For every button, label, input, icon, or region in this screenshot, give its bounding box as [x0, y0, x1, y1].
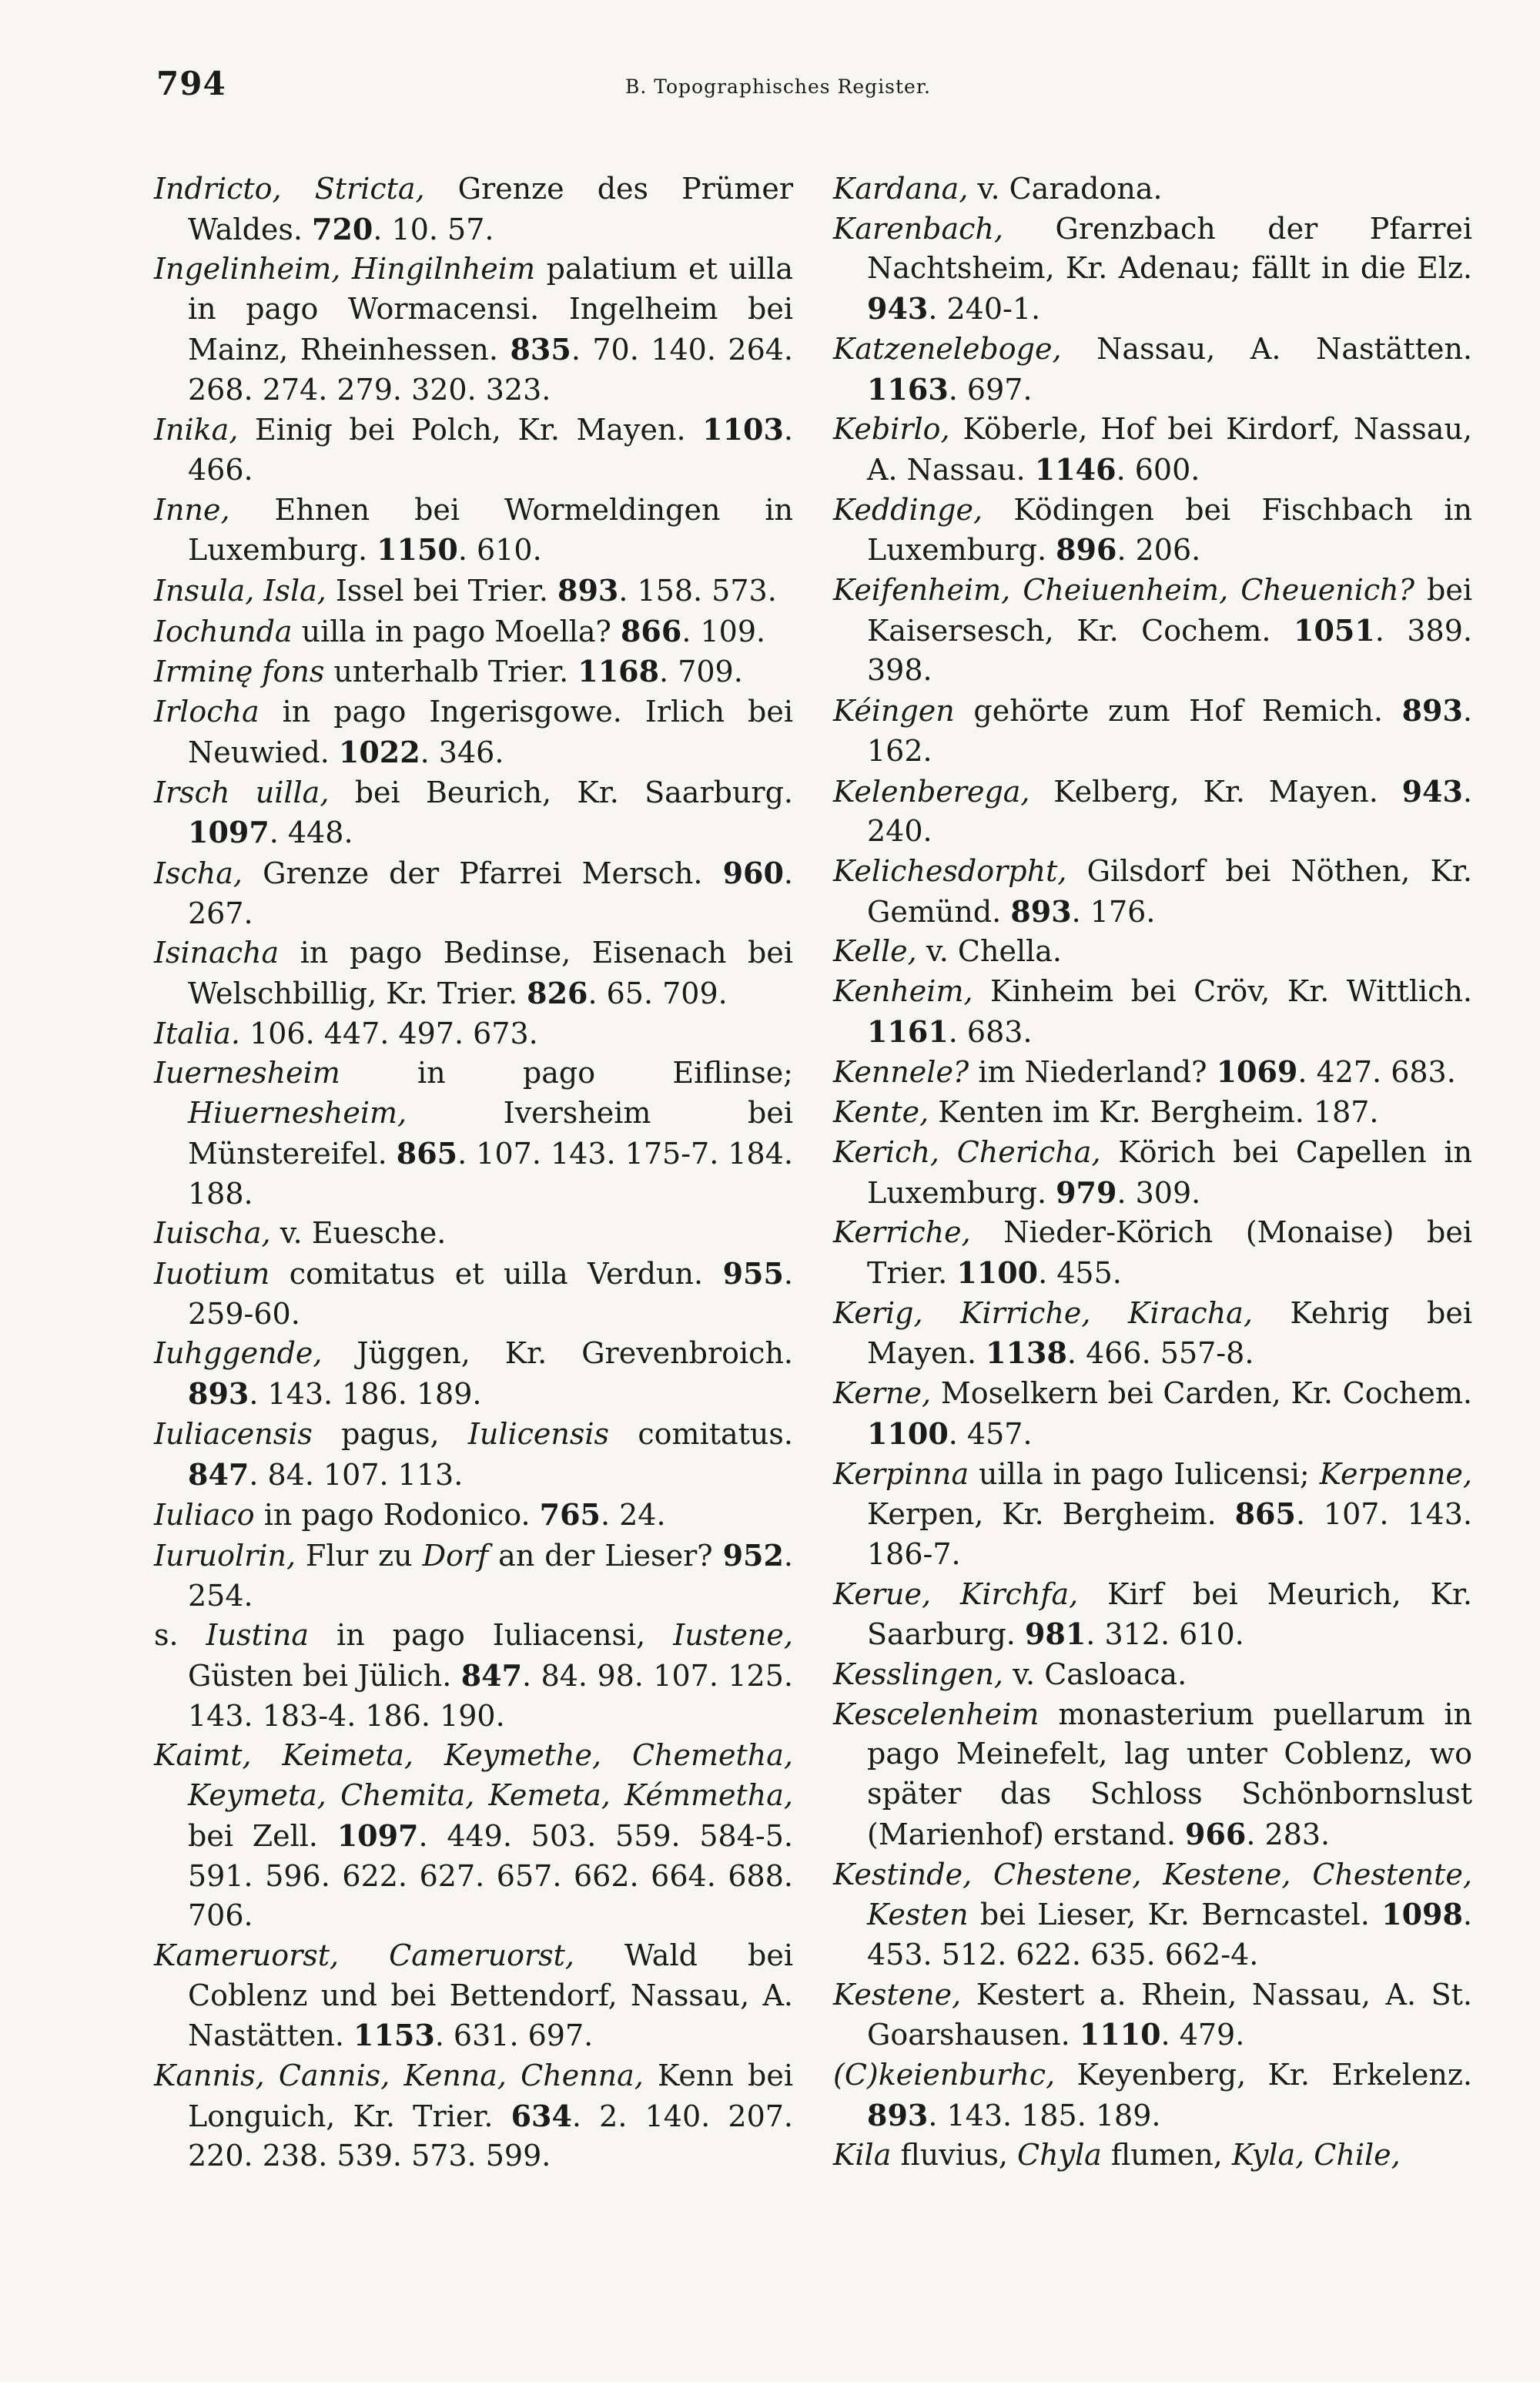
entry-text: Kelberg, Kr. Mayen. — [1029, 774, 1402, 809]
entry-text: uilla in pago Iulicensi; — [969, 1456, 1320, 1491]
place-name: Kente, — [833, 1095, 929, 1130]
place-name: Kennele? — [833, 1055, 969, 1090]
entry-text: bei Zell. — [188, 1818, 337, 1853]
entry-text: . 683. — [948, 1014, 1033, 1049]
index-entry — [154, 1936, 793, 2056]
place-name: Kardana, — [833, 172, 969, 206]
place-name: Kaimt, Keimeta, Keymethe, Chemetha, Keymeta, Chemita, Kemeta, Kémmetha, — [154, 1738, 793, 1813]
entry-text: . 427. 683. — [1297, 1055, 1456, 1090]
entry-text: . 143. 185. 189. — [928, 2098, 1161, 2132]
place-name: Iuliaco — [154, 1498, 255, 1533]
entry-text: Kehrig bei Mayen. — [867, 1295, 1472, 1371]
entry-text: . 457. — [948, 1416, 1033, 1451]
place-name: Kerue, Kirchfa, — [833, 1576, 1079, 1611]
document-number: 720 — [312, 211, 373, 246]
left-column — [154, 169, 793, 2176]
place-name: Kestinde, Chestene, Kestene, Chestente, Kesten — [833, 1857, 1472, 1932]
place-name: Kéingen — [833, 694, 955, 729]
index-entry — [154, 571, 793, 611]
place-name: Kestene, — [833, 1977, 962, 2012]
document-number: 1098 — [1381, 1897, 1463, 1932]
index-entry — [833, 1975, 1472, 2055]
right-column — [833, 169, 1472, 2176]
place-name: Kelenberega, — [833, 774, 1030, 809]
index-entry — [833, 1213, 1472, 1293]
place-name: Keifenheim, Cheiuenheim, Cheuenich? — [833, 573, 1414, 608]
entry-text: Nassau, A. Nastätten. — [1061, 331, 1472, 366]
place-name: Chyla — [1017, 2138, 1102, 2173]
index-entry — [154, 611, 793, 652]
place-name: Katzeneleboge, — [833, 331, 1062, 366]
place-name: Isinacha — [154, 936, 280, 970]
document-number: 1097 — [336, 1817, 419, 1853]
running-head: B. Topographisches Register. — [625, 75, 932, 98]
place-name: Kescelenheim — [833, 1697, 1040, 1731]
index-entry — [154, 1054, 793, 1214]
entry-text: Keyenberg, Kr. Erkelenz. — [1055, 2058, 1472, 2092]
place-name: Iuotium — [154, 1256, 270, 1291]
place-name: Karenbach, — [833, 211, 1003, 246]
entry-text: bei Beurich, Kr. Saarburg. — [329, 775, 793, 809]
index-entry — [833, 1133, 1472, 1213]
place-name: Ischa, — [154, 856, 243, 890]
entry-text: . 259-60. — [188, 1256, 793, 1331]
place-name: Kelichesdorpht, — [833, 853, 1067, 888]
entry-text: . 455. — [1038, 1255, 1122, 1290]
entry-text: . 453. 512. 622. 635. 662-4. — [867, 1898, 1472, 1972]
entry-text: . 283. — [1246, 1817, 1331, 1851]
entry-text: Köberle, Hof bei Kirdorf, Nassau, A. Nassau. — [867, 412, 1472, 487]
entry-text: Ködingen bei Fischbach in Luxemburg. — [867, 492, 1472, 568]
index-entry — [833, 1855, 1472, 1975]
entry-text: Grenze der Pfarrei Mersch. — [243, 856, 723, 890]
document-number: 893 — [1010, 893, 1072, 929]
entry-text: . 709. — [659, 655, 743, 689]
place-name: Kerriche, — [833, 1215, 971, 1250]
index-entry — [833, 772, 1472, 852]
document-number: 1150 — [377, 532, 458, 568]
place-name: Kenheim, — [833, 974, 973, 1009]
page-number: 794 — [156, 65, 226, 102]
document-number: 826 — [527, 976, 588, 1011]
entry-text: . 2. 140. 207. 220. 238. 539. 573. 599. — [188, 2099, 794, 2173]
index-entry — [154, 1415, 793, 1495]
place-name: Kameruorst, Cameruorst, — [154, 1938, 574, 1972]
place-name: Indricto, Stricta, — [154, 172, 425, 206]
entry-text: . 309. — [1116, 1175, 1201, 1210]
place-name: Insula, Isla, — [154, 574, 326, 608]
entry-text: pagus, — [312, 1416, 468, 1451]
index-entry — [833, 932, 1472, 972]
index-entry — [154, 1334, 793, 1414]
index-entry — [833, 691, 1472, 771]
entry-text: . 267. — [188, 856, 793, 930]
index-entry — [833, 1695, 1472, 1855]
entry-text: Kenn bei Longuich, Kr. Trier. — [188, 2059, 793, 2133]
place-name: Dorf — [422, 1538, 489, 1573]
entry-text: . 466. 557-8. — [1066, 1336, 1254, 1371]
place-name: Kelle, — [833, 934, 917, 969]
index-entry — [154, 410, 793, 490]
document-number: 1168 — [578, 654, 660, 689]
entry-text: . 107. 143. 175-7. 184. 188. — [188, 1136, 793, 1211]
place-name: Iuhggende, — [154, 1336, 323, 1371]
entry-text: Nieder-Körich (Monaise) bei Trier. — [867, 1215, 1472, 1290]
index-entry — [154, 933, 793, 1013]
entry-text: Körich bei Capellen in Luxemburg. — [867, 1134, 1473, 1210]
place-name: Inne, — [154, 492, 230, 527]
entry-text: . 631. 697. — [434, 2019, 594, 2053]
index-entry — [154, 1495, 793, 1536]
entry-text: . 176. — [1071, 894, 1156, 929]
entry-text: Wald bei Coblenz und bei Bettendorf, Nassau, A. Nastätten. — [188, 1938, 793, 2053]
document-number: 866 — [620, 613, 682, 648]
document-number: 966 — [1185, 1816, 1247, 1851]
place-name: Ingelinheim, Hingilnheim — [154, 252, 535, 286]
index-entry — [833, 410, 1472, 490]
entry-text: . 10. 57. — [373, 212, 494, 246]
entry-text: Kirf bei Meurich, Kr. Saarburg. — [867, 1576, 1472, 1652]
entry-text: 106. 447. 497. 673. — [239, 1016, 538, 1050]
document-number: 893 — [188, 1376, 249, 1412]
document-number: 1051 — [1294, 612, 1375, 648]
entry-text: . 109. — [681, 614, 766, 648]
entry-text: . 389. 398. — [867, 613, 1472, 688]
place-name: Kerig, Kirriche, Kiracha, — [833, 1295, 1253, 1330]
index-entry — [154, 692, 793, 772]
document-number: 1100 — [956, 1255, 1039, 1290]
place-name: (C)keienburhc, — [833, 2058, 1056, 2092]
place-name: Keddinge, — [833, 492, 983, 527]
entry-text: Kenten im Kr. Bergheim. 187. — [929, 1095, 1379, 1130]
place-name: Kebirlo, — [833, 412, 950, 447]
document-number: 865 — [1234, 1496, 1296, 1532]
document-number: 896 — [1056, 532, 1117, 568]
entry-text: bei Lieser, Kr. Berncastel. — [968, 1898, 1382, 1932]
entry-text: fluvius, — [891, 2138, 1018, 2173]
place-name: Kerpinna — [833, 1456, 969, 1491]
document-number: 893 — [867, 2097, 929, 2132]
entry-text: . 449. 503. 559. 584-5. 591. 596. 622. 627. 657. 662. 664. 688. 706. — [188, 1818, 793, 1933]
entry-text: comitatus et uilla Verdun. — [270, 1256, 723, 1291]
entry-text: gehörte zum Hof Remich. — [954, 694, 1402, 729]
index-entry — [154, 1214, 793, 1254]
entry-text: . 479. — [1160, 2018, 1245, 2052]
place-name: Kerpenne, — [1319, 1456, 1472, 1491]
index-entry — [833, 1655, 1472, 1695]
document-number: 1069 — [1216, 1054, 1298, 1090]
index-entry — [833, 2136, 1472, 2176]
entry-text: . 466. — [188, 413, 793, 487]
entry-text: Jüggen, Kr. Grevenbroich. — [322, 1336, 793, 1371]
entry-text: uilla in pago Moella? — [292, 614, 621, 648]
entry-text: . 84. 98. 107. 125. 143. 183-4. 186. 190. — [188, 1659, 793, 1733]
document-number: 1161 — [867, 1013, 949, 1049]
entry-text: Issel bei Trier. — [326, 574, 557, 608]
document-number: 1146 — [1034, 451, 1116, 487]
index-entry — [154, 652, 793, 692]
entry-text: unterhalb Trier. — [324, 655, 578, 689]
entry-text: in pago Eiflinse; — [340, 1056, 793, 1090]
place-name: Iochunda — [154, 614, 293, 648]
entry-text: comitatus. — [609, 1416, 793, 1451]
document-number: 634 — [511, 2098, 572, 2133]
document-number: 1153 — [353, 2018, 435, 2053]
entry-text: . 70. 140. 264. 268. 274. 279. 320. 323. — [188, 332, 794, 407]
index-entry — [154, 2056, 793, 2176]
document-number: 1138 — [986, 1335, 1067, 1371]
index-entry — [833, 1294, 1472, 1374]
entry-text: s. — [154, 1618, 206, 1653]
place-name: Kesslingen, — [833, 1657, 1004, 1692]
place-name: Kila — [833, 2138, 892, 2173]
document-number: 1163 — [867, 371, 949, 407]
place-name: Inika, — [154, 413, 239, 447]
place-name: Iustene, — [673, 1618, 793, 1653]
index-entry — [833, 330, 1472, 410]
index-entry — [154, 1736, 793, 1936]
entry-text: . 158. 573. — [618, 574, 777, 608]
index-entry — [833, 491, 1472, 571]
document-number: 835 — [510, 331, 571, 367]
document-number: 960 — [722, 855, 784, 890]
document-number: 865 — [396, 1135, 458, 1171]
entry-text: Moselkern bei Carden, Kr. Cochem. — [931, 1376, 1472, 1411]
entry-text: . 143. 186. 189. — [249, 1377, 482, 1412]
place-name: Hiuernesheim, — [188, 1096, 407, 1131]
entry-text: in pago Iuliacensi, — [309, 1618, 674, 1653]
index-entry — [154, 853, 793, 933]
entry-text: . 254. — [188, 1538, 794, 1613]
entry-text: . 697. — [948, 372, 1033, 407]
entry-text: . 448. — [269, 816, 353, 850]
index-entry — [833, 852, 1472, 932]
entry-text: . 162. — [867, 694, 1472, 768]
entry-text: v. Caradona. — [968, 172, 1163, 206]
index-entry — [154, 1536, 793, 1616]
document-number: 847 — [188, 1456, 249, 1492]
entry-text: v. Euesche. — [270, 1216, 447, 1251]
index-entry — [833, 972, 1472, 1052]
place-name: Iuliacensis — [154, 1416, 313, 1451]
document-number: 1100 — [867, 1415, 949, 1451]
entry-text: in pago Rodonico. — [254, 1498, 540, 1533]
entry-text: Gilsdorf bei Nöthen, Kr. Gemünd. — [867, 853, 1472, 929]
entry-text: bei Kaisersesch, Kr. Cochem. — [867, 573, 1473, 648]
place-name: Iuruolrin, — [154, 1538, 296, 1573]
place-name: Irminę fons — [154, 655, 325, 689]
document-number: 847 — [460, 1658, 523, 1694]
index-entry — [833, 1455, 1472, 1575]
entry-text: . 610. — [457, 533, 542, 568]
document-number: 979 — [1056, 1174, 1117, 1210]
index-entry — [154, 773, 793, 853]
place-name: Kerne, — [833, 1376, 932, 1411]
entry-text: in pago Bedinse, Eisenach bei Welschbillig, Kr. Trier. — [188, 936, 793, 1011]
entry-text: . 107. 143. 186-7. — [867, 1497, 1472, 1571]
document-number: 1022 — [338, 734, 420, 769]
place-name: Iulicensis — [467, 1416, 610, 1451]
document-number: 952 — [722, 1537, 784, 1573]
index-entry — [833, 1374, 1472, 1454]
index-entry — [833, 169, 1472, 209]
entry-text: Kestert a. Rhein, Nassau, A. St. Goarshausen. — [867, 1977, 1472, 2052]
entry-text: . 24. — [600, 1498, 666, 1533]
index-entry — [154, 491, 793, 571]
document-number: 943 — [1401, 773, 1463, 809]
entry-text: Flur zu — [296, 1538, 423, 1573]
entry-text: v. Chella. — [916, 934, 1063, 969]
entry-text: . 240. — [867, 774, 1472, 849]
index-entry — [154, 169, 793, 250]
document-number: 981 — [1024, 1616, 1086, 1652]
entry-text: in pago Ingerisgowe. Irlich bei Neuwied. — [188, 695, 793, 769]
place-name: Kyla, Chile, — [1231, 2138, 1401, 2173]
entry-text: . 206. — [1116, 533, 1201, 568]
place-name: Irsch uilla, — [154, 775, 330, 809]
entry-text: . 65. 709. — [588, 977, 728, 1011]
index-entry — [833, 1052, 1472, 1093]
document-number: 893 — [1401, 693, 1463, 729]
entry-text: palatium et uilla in pago Wormacensi. Ingelheim bei Mainz, Rheinhessen. — [188, 252, 793, 367]
entry-text: Einig bei Polch, Kr. Mayen. — [238, 413, 703, 447]
entry-text: Iversheim bei Münstereifel. — [188, 1096, 793, 1171]
document-number: 943 — [867, 291, 929, 327]
entry-text: v. Casloaca. — [1003, 1657, 1187, 1692]
document-number: 955 — [722, 1255, 784, 1291]
entry-text: flumen, — [1101, 2138, 1232, 2173]
document-number: 765 — [539, 1497, 601, 1533]
place-name: Iustina — [206, 1618, 310, 1653]
place-name: Kannis, Cannis, Kenna, Chenna, — [154, 2059, 644, 2093]
index-entry — [833, 571, 1472, 691]
document-number: 893 — [557, 573, 619, 608]
index-entry — [154, 1616, 793, 1736]
entry-text: Grenze des Prümer Waldes. — [188, 172, 793, 246]
entry-text: Ehnen bei Wormeldingen in Luxemburg. — [188, 492, 793, 568]
entry-text: . 84. 107. 113. — [249, 1457, 464, 1492]
entry-text: an der Lieser? — [488, 1538, 723, 1573]
entry-text: . 312. 610. — [1086, 1617, 1244, 1652]
entry-text: . 346. — [420, 735, 504, 769]
entry-text: Grenzbach der Pfarrei Nachtsheim, Kr. Adenau; fällt in die Elz. — [867, 211, 1472, 286]
index-entry — [833, 209, 1472, 330]
index-entry — [833, 1093, 1472, 1133]
index-entry — [154, 1254, 793, 1334]
entry-text: Kerpen, Kr. Bergheim. — [867, 1497, 1235, 1532]
entry-text: im Niederland? — [969, 1055, 1217, 1090]
document-number: 1097 — [188, 815, 270, 850]
document-number: 1103 — [702, 412, 784, 447]
entry-text: Güsten bei Jülich. — [188, 1659, 461, 1694]
entry-text: . 240-1. — [928, 292, 1041, 327]
place-name: Iuischa, — [154, 1216, 271, 1251]
entry-text: Kinheim bei Cröv, Kr. Wittlich. — [973, 974, 1472, 1009]
index-entry — [833, 1575, 1472, 1655]
place-name: Iuernesheim — [154, 1056, 340, 1090]
place-name: Kerich, Chericha, — [833, 1134, 1101, 1169]
document-number: 1110 — [1079, 2017, 1161, 2052]
place-name: Italia. — [154, 1016, 240, 1050]
index-entry — [154, 1014, 793, 1054]
place-name: Irlocha — [154, 695, 259, 729]
entry-text: monasterium puellarum in pago Meinefelt, lag unter Coblenz, wo später das Schloss Schönbornslust (Marienhof) erstand. — [867, 1697, 1472, 1851]
index-entry — [833, 2055, 1472, 2136]
entry-text: . 600. — [1116, 452, 1200, 487]
index-entry — [154, 250, 793, 410]
